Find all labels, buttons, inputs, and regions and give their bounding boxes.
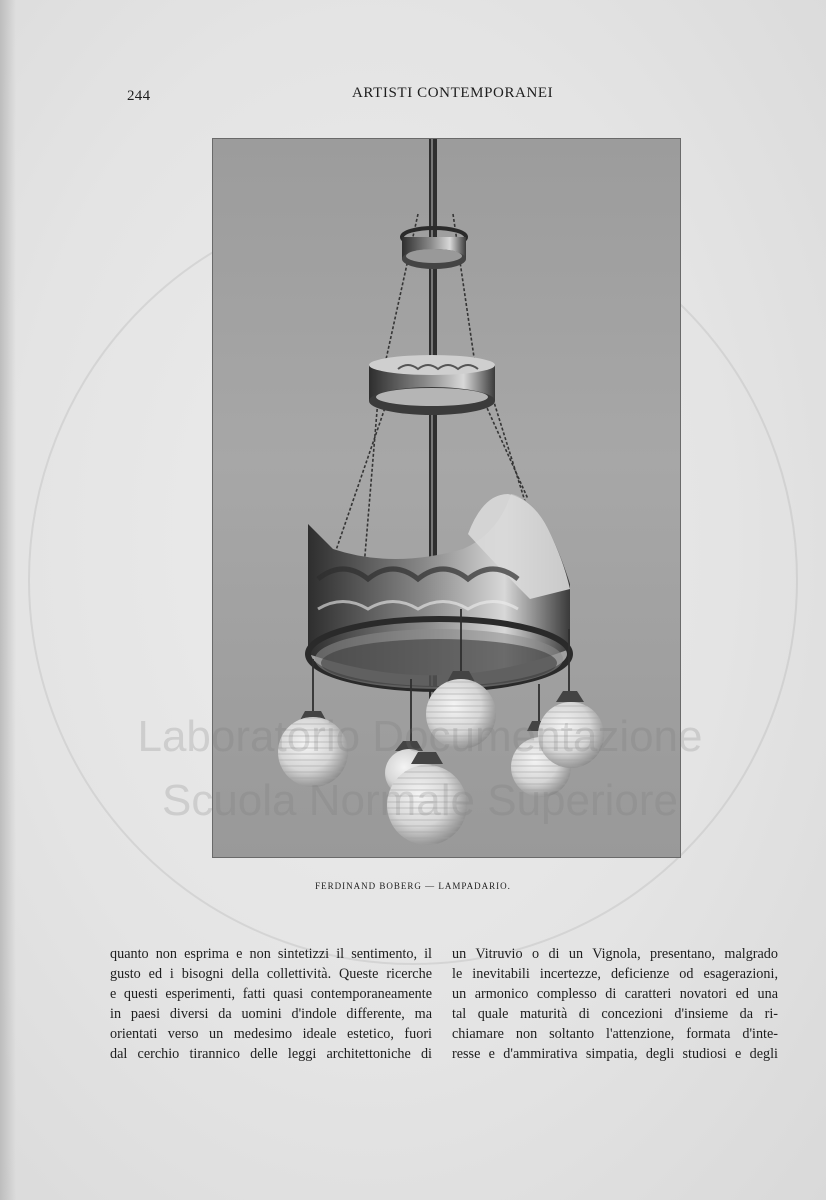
text-line: un armonico complesso di caratteri novatori ed una bbox=[452, 986, 778, 1002]
figure-caption: FERDINAND BOBERG — LAMPADARIO. bbox=[315, 881, 511, 891]
globe-left bbox=[278, 711, 348, 787]
page-number: 244 bbox=[127, 88, 151, 104]
text-line: resse e d'ammirativa simpatia, degli studiosi e degli bbox=[452, 1046, 778, 1062]
binding-shadow bbox=[0, 0, 16, 1200]
middle-ring bbox=[369, 355, 495, 415]
watermark-line-2: Scuola Normale Superiore bbox=[161, 776, 679, 825]
watermark-line-1: Laboratorio Documentazione bbox=[137, 712, 703, 761]
glass-globes bbox=[278, 671, 604, 845]
text-line: un Vitruvio o di un Vignola, presentano, malgrado bbox=[452, 946, 778, 962]
text-line: e questi esperimenti, fatti quasi contemporaneamente bbox=[110, 986, 432, 1002]
text-line: orientati verso un medesimo ideale estetico, fuori bbox=[110, 1026, 432, 1042]
text-line: chiamare non soltanto l'attenzione, formata d'inte- bbox=[452, 1026, 778, 1042]
chandelier-illustration bbox=[213, 139, 680, 857]
chandelier-photograph bbox=[212, 138, 681, 858]
text-column-right bbox=[452, 944, 778, 1064]
text-line: le inevitabili incertezze, deficienze od esagerazioni, bbox=[452, 966, 778, 982]
text-column-left bbox=[110, 944, 432, 1064]
running-title: ARTISTI CONTEMPORANEI bbox=[352, 85, 554, 101]
text-line: in paesi diversi da uomini d'indole differente, ma bbox=[110, 1006, 432, 1022]
text-line: gusto ed i bisogni della collettività. Queste ricerche bbox=[110, 966, 432, 982]
text-line: tal quale maturità di concezioni d'insieme da ri- bbox=[452, 1006, 778, 1022]
lower-crown bbox=[308, 494, 570, 689]
text-line: dal cerchio tirannico delle leggi architettoniche di bbox=[110, 1046, 432, 1062]
text-line: quanto non esprima e non sintetizzi il sentimento, il bbox=[110, 946, 432, 962]
globe-right bbox=[538, 691, 604, 768]
